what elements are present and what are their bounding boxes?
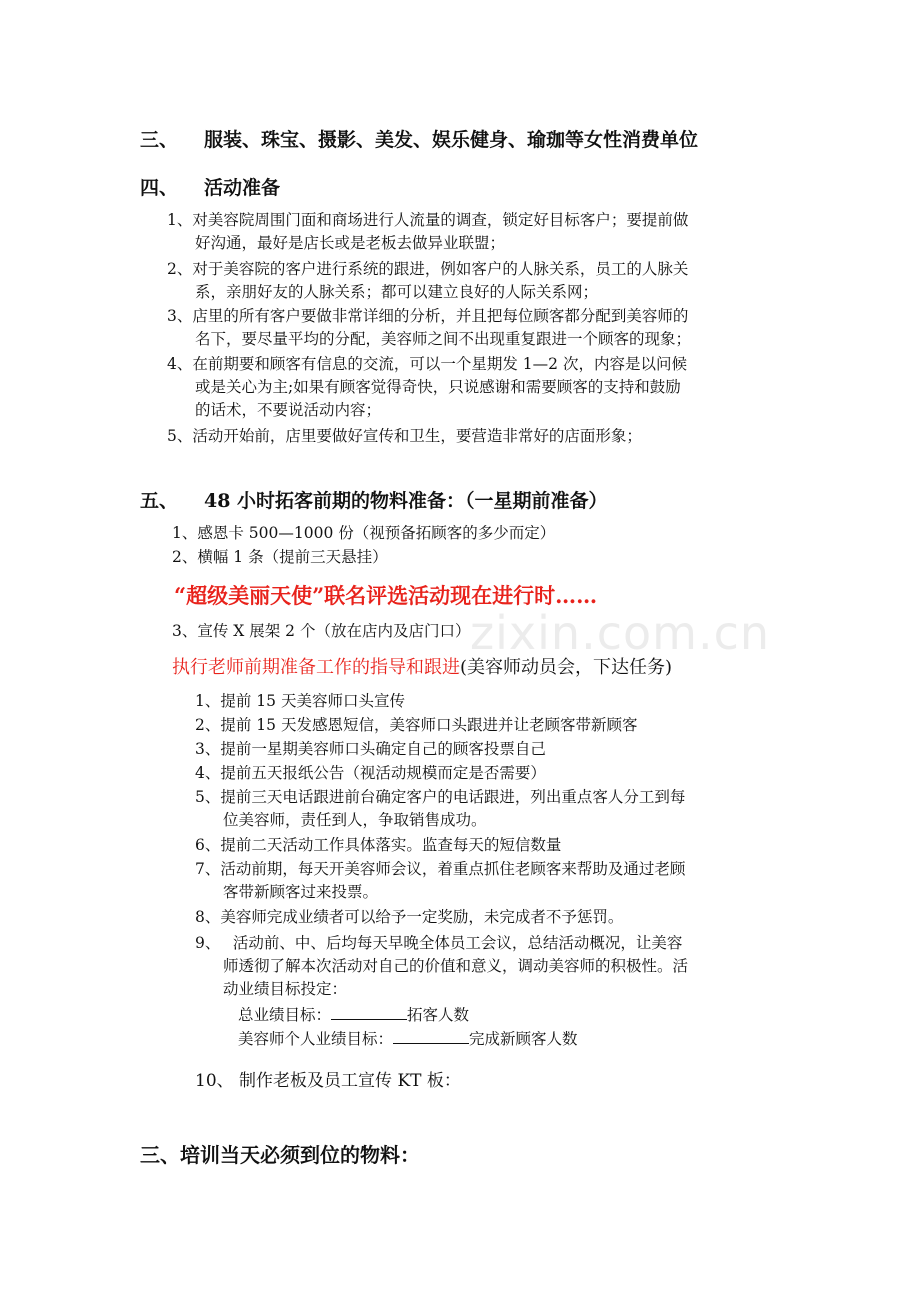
- material-item-3: 3、宣传 X 展架 2 个（放在店内及店门口）: [172, 622, 471, 640]
- list-text: 提前 15 天美容师口头宣传: [220, 692, 405, 710]
- list-text: 活动前期，每天开美容师会议，着重点抓住老顾客来帮助及通过老顾: [220, 860, 686, 878]
- target-personal-tail: 完成新顾客人数: [469, 1030, 578, 1048]
- task-item-1: [195, 690, 405, 713]
- target-personal-label: 美容师个人业绩目标：: [238, 1030, 394, 1048]
- task-item-6: [195, 834, 561, 857]
- list-number: 3、: [195, 740, 221, 758]
- list-text: 师透彻了解本次活动对自己的价值和意义，调动美容师的积极性。活: [223, 957, 689, 975]
- prep-item-4: [167, 353, 687, 422]
- list-text: 提前一星期美容师口头确定自己的顾客投票自己: [220, 740, 546, 758]
- material-item-2: 2、横幅 1 条（提前三天悬挂）: [172, 548, 388, 566]
- list-number: 4、: [195, 764, 221, 782]
- target-total-label: 总业绩目标：: [238, 1006, 332, 1024]
- task-item-4: [195, 762, 546, 785]
- list-number: 1、: [195, 692, 221, 710]
- list-number: 7、: [195, 860, 221, 878]
- section-5-title: 48 小时拓客前期的物料准备：（一星期前准备）: [204, 490, 608, 512]
- list-text: 位美容师，责任到人，争取销售成功。: [223, 811, 487, 829]
- task-item-9: [195, 932, 688, 1001]
- target-total-tail: 拓客人数: [407, 1006, 470, 1024]
- list-number: 2、: [167, 260, 193, 278]
- section-training-title: 三、培训当天必须到位的物料：: [140, 1143, 420, 1167]
- list-text: 提前二天活动工作具体落实。监查每天的短信数量: [220, 836, 562, 854]
- task-item-8: [195, 906, 623, 929]
- guidance-heading-red: 执行老师前期准备工作的指导和跟进: [172, 657, 460, 678]
- list-text: 对于美容院的客户进行系统的跟进，例如客户的人脉关系，员工的人脉关: [192, 260, 689, 278]
- task-item-3: [195, 738, 546, 761]
- list-number: 8、: [195, 908, 221, 926]
- list-text: 或是关心为主;如果有顾客觉得奇快，只说感谢和需要顾客的支持和鼓励: [195, 378, 681, 396]
- task-item-2: [195, 714, 637, 737]
- list-text: 活动开始前，店里要做好宣传和卫生，要营造非常好的店面形象；: [192, 427, 642, 445]
- list-number: 1、: [167, 211, 193, 229]
- list-text: 客带新顾客过来投票。: [223, 883, 379, 901]
- list-text: 提前三天电话跟进前台确定客户的电话跟进，列出重点客人分工到每: [220, 788, 686, 806]
- list-number: 6、: [195, 836, 221, 854]
- watermark: zixin.com.cn: [470, 606, 771, 660]
- list-text: 提前 15 天发感恩短信，美容师口头跟进并让老顾客带新顾客: [220, 716, 638, 734]
- list-text: 美容师完成业绩者可以给予一定奖励，未完成者不予惩罚。: [220, 908, 624, 926]
- section-4-title: 活动准备: [204, 177, 281, 199]
- list-text: 活动前、中、后均每天早晚全体员工会议，总结活动概况，让美容: [223, 934, 683, 952]
- list-number: 2、: [195, 716, 221, 734]
- prep-item-1: [167, 209, 688, 255]
- list-number: 5、: [195, 788, 221, 806]
- list-number: 5、: [167, 427, 193, 445]
- section-3-title: 服装、珠宝、摄影、美发、娱乐健身、瑜珈等女性消费单位: [204, 129, 699, 151]
- list-text: 对美容院周围门面和商场进行人流量的调查，锁定好目标客户；要提前做: [192, 211, 689, 229]
- list-number: 9、: [195, 934, 221, 952]
- target-personal: [238, 1028, 578, 1051]
- list-text: 店里的所有客户要做非常详细的分析，并且把每位顾客都分配到美容师的: [192, 307, 689, 325]
- list-text: 系，亲朋好友的人脉关系；都可以建立良好的人际关系网；: [195, 283, 599, 301]
- target-personal-blank: [393, 1028, 469, 1044]
- task-item-10: 10、 制作老板及员工宣传 KT 板：: [195, 1071, 461, 1091]
- guidance-heading-tail: (美容师动员会，下达任务): [460, 657, 673, 678]
- list-text: 名下，要尽量平均的分配，美容师之间不出现重复跟进一个顾客的现象；: [195, 330, 692, 348]
- list-text: 好沟通，最好是店长或是老板去做异业联盟；: [195, 234, 506, 252]
- section-5-number: 五、: [140, 490, 179, 512]
- list-number: 4、: [167, 355, 193, 373]
- prep-item-2: [167, 258, 688, 304]
- prep-item-3: [167, 305, 691, 351]
- prep-item-5: [167, 425, 642, 448]
- task-item-7: [195, 858, 685, 904]
- section-4-number: 四、: [140, 177, 179, 199]
- banner-slogan: “超级美丽天使”联名评选活动现在进行时……: [174, 583, 598, 608]
- target-total-blank: [331, 1004, 407, 1020]
- list-text: 动业绩目标投定：: [223, 980, 348, 998]
- section-3-number: 三、: [140, 129, 179, 151]
- list-text: 在前期要和顾客有信息的交流，可以一个星期发 1—2 次，内容是以问候: [192, 355, 687, 373]
- guidance-heading: [172, 653, 672, 679]
- list-text: 提前五天报纸公告（视活动规模而定是否需要）: [220, 764, 546, 782]
- task-item-5: [195, 786, 685, 832]
- list-number: 3、: [167, 307, 193, 325]
- material-item-1: 1、感恩卡 500—1000 份（视预备拓顾客的多少而定）: [172, 524, 556, 542]
- target-total: [238, 1004, 469, 1027]
- list-text: 的话术，不要说活动内容；: [195, 401, 382, 419]
